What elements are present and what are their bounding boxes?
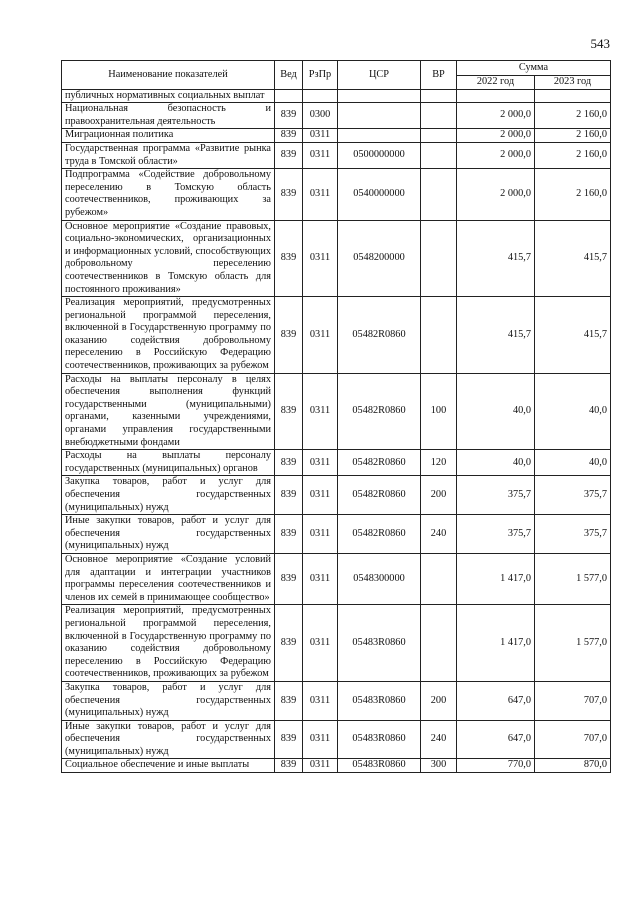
cell-name: Иные закупки товаров, работ и услуг для обеспечения государственных (муниципальных) нужд <box>62 720 275 759</box>
cell-y2023: 40,0 <box>535 373 611 450</box>
header-vr: ВР <box>421 61 457 90</box>
cell-ved: 839 <box>275 103 303 129</box>
cell-y2023: 375,7 <box>535 476 611 515</box>
table-row <box>62 681 611 720</box>
cell-ved: 839 <box>275 759 303 773</box>
header-rzpr: РзПр <box>303 61 338 90</box>
table-row <box>62 476 611 515</box>
table-row <box>62 373 611 450</box>
cell-y2022: 647,0 <box>457 681 535 720</box>
cell-csr: 0548300000 <box>338 553 421 604</box>
budget-table <box>61 60 611 773</box>
cell-y2023: 707,0 <box>535 720 611 759</box>
cell-rzpr: 0311 <box>303 220 338 297</box>
cell-csr: 05483R0860 <box>338 605 421 682</box>
cell-ved: 839 <box>275 373 303 450</box>
cell-y2023: 375,7 <box>535 515 611 554</box>
cell-csr: 05482R0860 <box>338 297 421 374</box>
cell-ved: 839 <box>275 681 303 720</box>
cell-rzpr: 0311 <box>303 297 338 374</box>
table-row <box>62 142 611 168</box>
cell-vr: 200 <box>421 476 457 515</box>
cell-name: Реализация мероприятий, предусмотренных региональной программой переселения, включенной в Государственную программу по оказанию содействия добровольному переселению в Российскую Федерацию соотечественников, проживающих за рубежом <box>62 605 275 682</box>
cell-vr: 200 <box>421 681 457 720</box>
cell-name: Национальная безопасность и правоохранительная деятельность <box>62 103 275 129</box>
cell-name: Миграционная политика <box>62 129 275 143</box>
cell-rzpr: 0311 <box>303 553 338 604</box>
cell-name: Социальное обеспечение и иные выплаты <box>62 759 275 773</box>
cell-csr: 05483R0860 <box>338 720 421 759</box>
cell-rzpr: 0300 <box>303 103 338 129</box>
cell-y2023: 415,7 <box>535 297 611 374</box>
cell-y2022: 647,0 <box>457 720 535 759</box>
cell-ved: 839 <box>275 476 303 515</box>
cell-csr: 05483R0860 <box>338 759 421 773</box>
cell-name: публичных нормативных социальных выплат <box>62 89 275 103</box>
table-row <box>62 129 611 143</box>
cell-vr: 240 <box>421 515 457 554</box>
cell-y2022: 40,0 <box>457 373 535 450</box>
table-row <box>62 515 611 554</box>
cell-vr <box>421 169 457 220</box>
cell-rzpr <box>303 89 338 103</box>
cell-vr <box>421 89 457 103</box>
cell-csr: 0500000000 <box>338 142 421 168</box>
cell-rzpr: 0311 <box>303 373 338 450</box>
header-2022: 2022 год <box>457 76 535 90</box>
cell-csr <box>338 103 421 129</box>
cell-vr <box>421 129 457 143</box>
cell-y2022: 2 000,0 <box>457 129 535 143</box>
cell-rzpr: 0311 <box>303 759 338 773</box>
cell-ved: 839 <box>275 142 303 168</box>
cell-y2022: 2 000,0 <box>457 169 535 220</box>
cell-y2023: 870,0 <box>535 759 611 773</box>
header-ved: Вед <box>275 61 303 90</box>
cell-csr: 0548200000 <box>338 220 421 297</box>
table-row <box>62 169 611 220</box>
cell-vr: 240 <box>421 720 457 759</box>
cell-ved: 839 <box>275 129 303 143</box>
cell-vr: 120 <box>421 450 457 476</box>
cell-y2022 <box>457 89 535 103</box>
cell-y2023: 2 160,0 <box>535 129 611 143</box>
cell-ved: 839 <box>275 220 303 297</box>
header-2023: 2023 год <box>535 76 611 90</box>
cell-y2022: 375,7 <box>457 476 535 515</box>
cell-y2023: 707,0 <box>535 681 611 720</box>
cell-vr <box>421 605 457 682</box>
cell-name: Закупка товаров, работ и услуг для обеспечения государственных (муниципальных) нужд <box>62 476 275 515</box>
page-number: 543 <box>590 36 610 51</box>
cell-csr <box>338 129 421 143</box>
cell-csr <box>338 89 421 103</box>
cell-name: Государственная программа «Развитие рынка труда в Томской области» <box>62 142 275 168</box>
header-name: Наименование показателей <box>62 61 275 90</box>
cell-y2022: 2 000,0 <box>457 142 535 168</box>
cell-name: Расходы на выплаты персоналу государственных (муниципальных) органов <box>62 450 275 476</box>
cell-name: Подпрограмма «Содействие добровольному переселению в Томскую область соотечественников, проживающих за рубежом» <box>62 169 275 220</box>
cell-y2023: 2 160,0 <box>535 169 611 220</box>
cell-csr: 05483R0860 <box>338 681 421 720</box>
cell-csr: 05482R0860 <box>338 476 421 515</box>
cell-name: Расходы на выплаты персоналу в целях обеспечения выполнения функций государственными (муниципальными) органами, казенными учреждениями, органами управления государственными внебюджетными фондами <box>62 373 275 450</box>
cell-rzpr: 0311 <box>303 681 338 720</box>
cell-vr <box>421 220 457 297</box>
cell-name: Иные закупки товаров, работ и услуг для обеспечения государственных (муниципальных) нужд <box>62 515 275 554</box>
cell-y2022: 375,7 <box>457 515 535 554</box>
cell-ved: 839 <box>275 450 303 476</box>
cell-vr: 100 <box>421 373 457 450</box>
table-row <box>62 720 611 759</box>
cell-name: Закупка товаров, работ и услуг для обеспечения государственных (муниципальных) нужд <box>62 681 275 720</box>
cell-rzpr: 0311 <box>303 169 338 220</box>
cell-y2022: 2 000,0 <box>457 103 535 129</box>
cell-csr: 05482R0860 <box>338 450 421 476</box>
cell-y2022: 415,7 <box>457 220 535 297</box>
cell-y2023: 1 577,0 <box>535 553 611 604</box>
table-row <box>62 553 611 604</box>
cell-y2022: 415,7 <box>457 297 535 374</box>
cell-ved: 839 <box>275 169 303 220</box>
cell-name: Основное мероприятие «Создание условий для адаптации и интеграции участников программы переселения соотечественников и членов их семей в принимающее сообщество» <box>62 553 275 604</box>
cell-rzpr: 0311 <box>303 476 338 515</box>
header-sum: Сумма <box>457 61 611 76</box>
cell-vr: 300 <box>421 759 457 773</box>
cell-ved <box>275 89 303 103</box>
cell-rzpr: 0311 <box>303 142 338 168</box>
table-row <box>62 103 611 129</box>
cell-rzpr: 0311 <box>303 450 338 476</box>
cell-csr: 05482R0860 <box>338 373 421 450</box>
cell-rzpr: 0311 <box>303 720 338 759</box>
cell-y2022: 1 417,0 <box>457 605 535 682</box>
cell-ved: 839 <box>275 297 303 374</box>
table-row <box>62 759 611 773</box>
cell-csr: 0540000000 <box>338 169 421 220</box>
table-row <box>62 605 611 682</box>
cell-name: Основное мероприятие «Создание правовых, социально-экономических, организационных и информационных условий, способствующих добровольному переселению соотечественников в Томскую область для постоянного проживания» <box>62 220 275 297</box>
cell-vr <box>421 103 457 129</box>
cell-csr: 05482R0860 <box>338 515 421 554</box>
table-row <box>62 297 611 374</box>
cell-vr <box>421 297 457 374</box>
cell-rzpr: 0311 <box>303 129 338 143</box>
table-row <box>62 89 611 103</box>
cell-y2023 <box>535 89 611 103</box>
cell-ved: 839 <box>275 605 303 682</box>
table-row <box>62 450 611 476</box>
table-body <box>62 89 611 772</box>
cell-ved: 839 <box>275 720 303 759</box>
cell-rzpr: 0311 <box>303 605 338 682</box>
cell-y2023: 415,7 <box>535 220 611 297</box>
cell-y2023: 2 160,0 <box>535 142 611 168</box>
table-row <box>62 220 611 297</box>
cell-ved: 839 <box>275 553 303 604</box>
cell-vr <box>421 553 457 604</box>
cell-y2022: 40,0 <box>457 450 535 476</box>
header-csr: ЦСР <box>338 61 421 90</box>
cell-y2022: 1 417,0 <box>457 553 535 604</box>
cell-name: Реализация мероприятий, предусмотренных региональной программой переселения, включенной в Государственную программу по оказанию содействия добровольному переселению в Российскую Федерацию соотечественников, проживающих за рубежом <box>62 297 275 374</box>
cell-ved: 839 <box>275 515 303 554</box>
cell-vr <box>421 142 457 168</box>
cell-y2023: 40,0 <box>535 450 611 476</box>
cell-y2022: 770,0 <box>457 759 535 773</box>
cell-y2023: 2 160,0 <box>535 103 611 129</box>
cell-y2023: 1 577,0 <box>535 605 611 682</box>
cell-rzpr: 0311 <box>303 515 338 554</box>
